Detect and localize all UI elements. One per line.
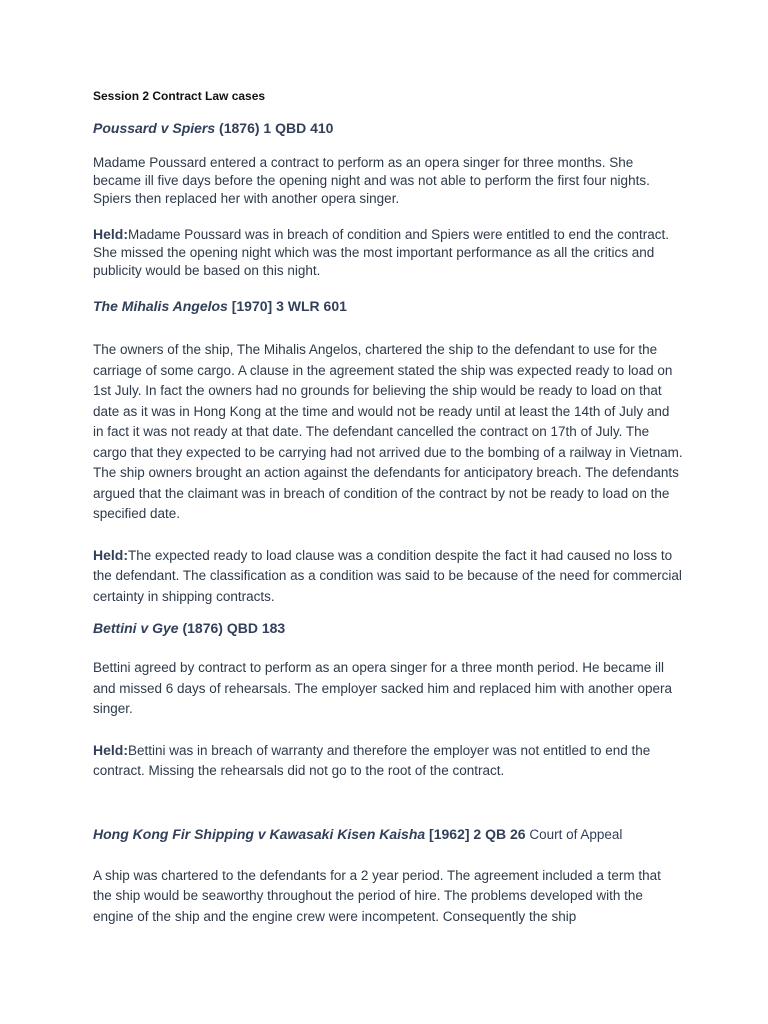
case-facts: The owners of the ship, The Mihalis Angelos, chartered the ship to the defendant to use for the carriage of some cargo. A clause in the agreement stated the ship was expected ready to load on 1st July. In fact the owners had no grounds for believing the ship would be ready to load on that date as it was in Hong Kong at the time and would not be ready until at least the 14th of July and in fact it was not ready at that date. The defendant cancelled the contract on 17th of July. The cargo that they expected to be carrying had not arrived due to the bombing of a railway in Vietnam. The ship owners brought an action against the defendants for anticipatory breach. The defendants argued that the claimant was in breach of condition of the contract by not be ready to load on the specified date. (93, 342, 683, 521)
case-facts: Bettini agreed by contract to perform as an opera singer for a three month period. He became ill and missed 6 days of rehearsals. The employer sacked him and replaced him with another opera singer. (93, 660, 673, 716)
case-bettini-v-gye (93, 619, 683, 782)
case-poussard-v-spiers (93, 119, 683, 280)
held-label: Held: (93, 741, 128, 758)
case-held (93, 545, 683, 608)
case-hong-kong-fir-shipping (93, 825, 683, 928)
case-facts: Madame Poussard entered a contract to perform as an opera singer for three months. She became ill five days before the opening night and was not able to perform the first four nights. Spiers then replaced her with another opera singer. (93, 155, 650, 206)
case-heading (93, 297, 683, 315)
case-heading (93, 119, 683, 137)
case-citation: (1876) 1 QBD 410 (215, 120, 334, 136)
case-held (93, 740, 683, 782)
case-citation: [1970] 3 WLR 601 (227, 298, 347, 314)
case-heading (93, 825, 683, 844)
case-name: Hong Kong Fir Shipping v Kawasaki Kisen Kaisha (93, 825, 426, 842)
held-text: Bettini was in breach of warranty and therefore the employer was not entitled to end the contract. Missing the rehearsals did not go to the root of the contract. (93, 742, 651, 778)
held-label: Held: (93, 546, 128, 563)
held-label: Held: (93, 226, 128, 242)
case-citation: [1962] 2 QB 26 (425, 825, 526, 842)
case-name: The Mihalis Angelos (93, 298, 228, 314)
case-court: Court of Appeal (525, 826, 623, 842)
case-citation: (1876) QBD 183 (178, 620, 286, 636)
case-facts: A ship was chartered to the defendants for a 2 year period. The agreement included a term that the ship would be seaworthy throughout the period of hire. The problems developed with the engine of the ship and the engine crew were incompetent. Consequently the ship (93, 867, 661, 924)
held-text: Madame Poussard was in breach of condition and Spiers were entitled to end the contract. She missed the opening night which was the most important performance as all the critics and publicity would be based on this night. (93, 227, 670, 278)
document-page (93, 88, 683, 927)
case-heading (93, 619, 683, 637)
case-name: Poussard v Spiers (93, 120, 216, 136)
held-text: The expected ready to load clause was a condition despite the fact it had caused no loss to the defendant. The classification as a condition was said to be because of the need for commercial certainty in shipping contracts. (93, 547, 682, 604)
case-held (93, 225, 683, 280)
case-mihalis-angelos (93, 297, 683, 607)
case-name: Bettini v Gye (93, 620, 179, 636)
document-title: Session 2 Contract Law cases (93, 89, 266, 103)
